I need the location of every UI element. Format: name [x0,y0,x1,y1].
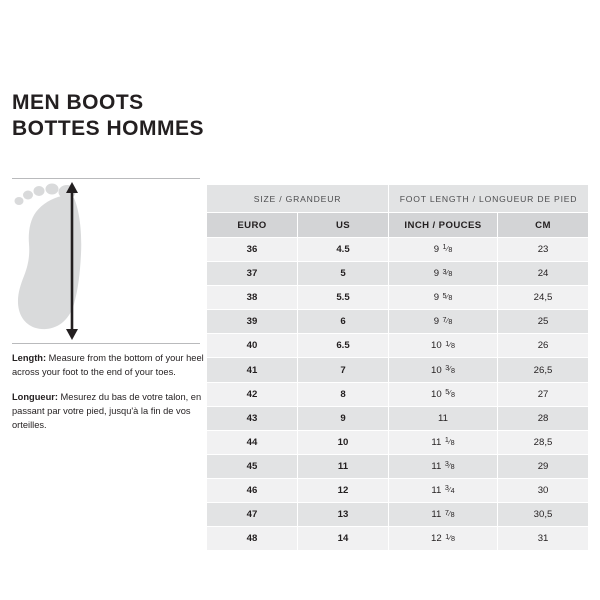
cell-cm: 28,5 [498,430,589,454]
instruction-en [12,352,207,380]
cell-cm: 27 [498,382,589,406]
cell-euro: 44 [207,430,298,454]
group-header-size: SIZE / GRANDEUR [207,185,389,213]
table-column-header-row [207,213,589,238]
title-line-en: MEN BOOTS [12,91,144,114]
cell-inch: 10 1⁄8 [389,334,498,358]
table-row [207,382,589,406]
table-row [207,358,589,382]
cell-us: 5.5 [298,286,389,310]
cell-inch: 10 5⁄8 [389,382,498,406]
cell-inch: 11 3⁄8 [389,454,498,478]
cell-inch: 9 3⁄8 [389,262,498,286]
table-row [207,430,589,454]
cell-euro: 48 [207,527,298,551]
foot-icon [12,182,200,342]
cell-euro: 36 [207,238,298,262]
foot-illustration [12,178,200,344]
cell-cm: 31 [498,527,589,551]
size-table-body [207,185,589,551]
instruction-en-text: Measure from the bottom of your heel across your foot to the end of your toes. [12,353,204,377]
column-header-inch: INCH / POUCES [389,213,498,238]
table-row [207,527,589,551]
cell-cm: 28 [498,406,589,430]
cell-us: 9 [298,406,389,430]
cell-euro: 40 [207,334,298,358]
illustration-panel [12,178,200,344]
table-row [207,406,589,430]
table-row [207,334,589,358]
cell-us: 12 [298,478,389,502]
cell-us: 4.5 [298,238,389,262]
cell-us: 8 [298,382,389,406]
title-line-fr: BOTTES HOMMES [12,116,205,140]
instruction-fr [12,391,207,433]
cell-euro: 46 [207,478,298,502]
table-row [207,503,589,527]
cell-us: 10 [298,430,389,454]
cell-euro: 45 [207,454,298,478]
cell-euro: 39 [207,310,298,334]
cell-us: 14 [298,527,389,551]
instruction-fr-label: Longueur: [12,391,58,402]
table-row [207,286,589,310]
cell-cm: 26,5 [498,358,589,382]
column-header-cm: CM [498,213,589,238]
cell-inch: 10 3⁄8 [389,358,498,382]
cell-euro: 47 [207,503,298,527]
cell-us: 11 [298,454,389,478]
group-header-foot-length: FOOT LENGTH / LONGUEUR DE PIED [389,185,589,213]
cell-euro: 37 [207,262,298,286]
cell-inch: 11 3⁄4 [389,478,498,502]
table-row [207,454,589,478]
cell-cm: 30 [498,478,589,502]
size-table [206,184,589,551]
cell-inch: 9 1⁄8 [389,238,498,262]
measurement-instructions [12,352,207,444]
cell-cm: 29 [498,454,589,478]
cell-inch: 12 1⁄8 [389,527,498,551]
cell-cm: 24,5 [498,286,589,310]
cell-inch: 11 1⁄8 [389,430,498,454]
table-row [207,310,589,334]
cell-us: 13 [298,503,389,527]
cell-inch: 11 [389,406,498,430]
cell-cm: 26 [498,334,589,358]
cell-us: 5 [298,262,389,286]
cell-cm: 24 [498,262,589,286]
column-header-us: US [298,213,389,238]
instruction-fr-text: Mesurez du bas de votre talon, en passant par votre pied, jusqu'à la fin de vos orteilles. [12,391,202,430]
cell-inch: 9 7⁄8 [389,310,498,334]
cell-us: 6.5 [298,334,389,358]
cell-us: 6 [298,310,389,334]
instruction-en-label: Length: [12,353,47,363]
cell-euro: 38 [207,286,298,310]
cell-euro: 43 [207,406,298,430]
cell-cm: 30,5 [498,503,589,527]
cell-inch: 9 5⁄8 [389,286,498,310]
table-row [207,262,589,286]
page-title [12,90,412,141]
table-row [207,238,589,262]
table-group-header-row [207,185,589,213]
cell-inch: 11 7⁄8 [389,503,498,527]
cell-cm: 25 [498,310,589,334]
size-table-wrapper [206,184,588,551]
column-header-euro: EURO [207,213,298,238]
table-row [207,478,589,502]
cell-us: 7 [298,358,389,382]
cell-euro: 42 [207,382,298,406]
cell-euro: 41 [207,358,298,382]
cell-cm: 23 [498,238,589,262]
